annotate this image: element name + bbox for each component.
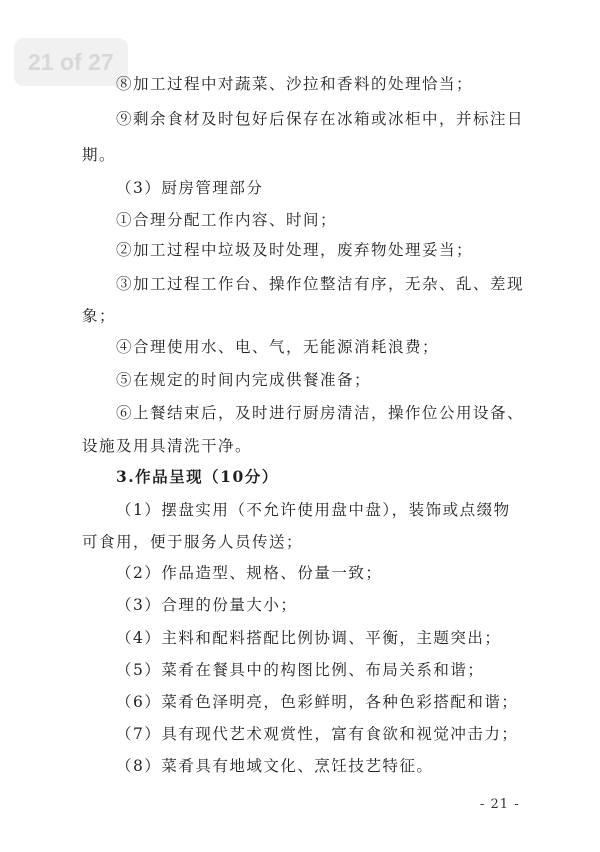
section-heading: （3）厨房管理部分 xyxy=(116,179,264,197)
text-line: 可食用，便于服务人员传送； xyxy=(82,533,304,551)
text-line: ②加工过程中垃圾及时处理，废弃物处理妥当； xyxy=(116,241,474,259)
text-line: （2）作品造型、规格、份量一致； xyxy=(116,564,383,582)
text-line: ④合理使用水、电、气，无能源消耗浪费； xyxy=(116,338,440,356)
text-line: （3）合理的份量大小； xyxy=(116,596,298,614)
text-line: ⑤在规定的时间内完成供餐准备； xyxy=(116,371,372,389)
text-line: ⑨剩余食材及时包好后保存在冰箱或冰柜中，并标注日 xyxy=(116,110,525,128)
text-line: ⑥上餐结束后，及时进行厨房清洁，操作位公用设备、 xyxy=(116,404,525,422)
text-line: ⑧加工过程中对蔬菜、沙拉和香料的处理恰当； xyxy=(116,75,474,93)
page-indicator-text: 21 of 27 xyxy=(28,48,114,75)
text-line: （1）摆盘实用（不允许使用盘中盘），装饰或点缀物 xyxy=(116,501,511,519)
text-line: 象； xyxy=(82,307,117,325)
section-heading: 3.作品呈现（10分） xyxy=(116,467,279,486)
text-line: ①合理分配工作内容、时间； xyxy=(116,211,338,229)
text-line: （8）菜肴具有地域文化、烹饪技艺特征。 xyxy=(116,757,434,775)
text-line: （6）菜肴色泽明亮，色彩鲜明，各种色彩搭配和谐； xyxy=(116,693,519,711)
text-line: （7）具有现代艺术观赏性，富有食欲和视觉冲击力； xyxy=(116,725,519,743)
text-line: 设施及用具清洗干净。 xyxy=(82,437,253,455)
text-line: （5）菜肴在餐具中的构图比例、布局关系和谐； xyxy=(116,661,485,679)
text-line: ③加工过程工作台、操作位整洁有序，无杂、乱、差现 xyxy=(116,275,525,293)
text-line: （4）主料和配料搭配比例协调、平衡，主题突出； xyxy=(116,629,502,647)
text-line: 期。 xyxy=(82,146,117,164)
page-indicator xyxy=(14,38,128,86)
page-number: - 21 - xyxy=(480,797,520,812)
